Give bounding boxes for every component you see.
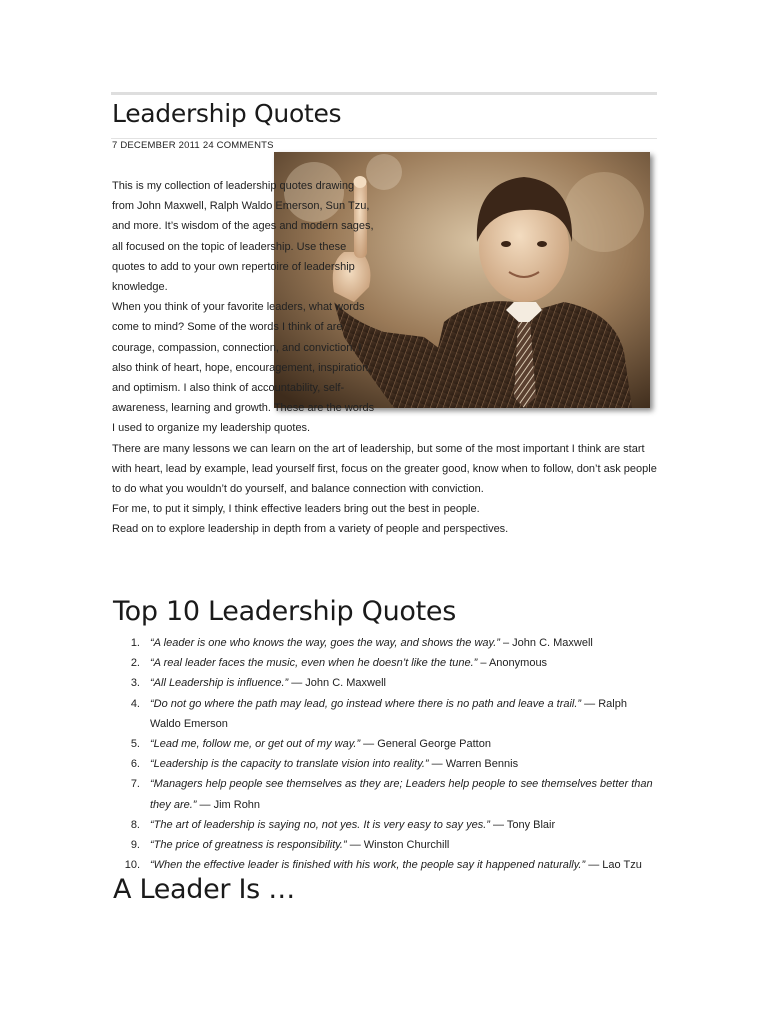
list-item <box>112 774 657 814</box>
quote-author: – John C. Maxwell <box>499 637 593 649</box>
quote-text: “Lead me, follow me, or get out of my way.” <box>150 738 361 751</box>
list-item <box>112 855 657 875</box>
quote-text: “The price of greatness is responsibility.” <box>150 839 347 852</box>
intro-paragraph: This is my collection of leadership quotes drawing from John Maxwell, Ralph Waldo Emerson, Sun Tzu, and more. It’s wisdom of the ages and modern sages, all focused on the topic of leadership. Use these quotes to add to your own repertoire of leadership knowledge. <box>112 180 374 294</box>
list-item <box>112 734 657 754</box>
list-item <box>112 815 657 835</box>
post-body <box>112 176 657 540</box>
list-item <box>112 694 657 734</box>
post-meta <box>112 140 274 151</box>
list-number: 2. <box>130 657 140 670</box>
quote-author: – Anonymous <box>477 657 548 670</box>
list-item <box>112 673 657 693</box>
section-heading-top10: Top 10 Leadership Quotes <box>113 596 457 627</box>
list-item <box>112 653 657 673</box>
list-number: 7. <box>130 778 140 791</box>
quote-author: — Jim Rohn <box>196 798 261 811</box>
list-item <box>112 835 657 855</box>
quote-text: “Do not go where the path may lead, go instead where there is no path and leave a trail.” <box>150 697 582 710</box>
quote-author: — Lao Tzu <box>585 859 642 872</box>
quote-author: — Winston Churchill <box>346 839 450 852</box>
quote-text: “When the effective leader is finished with his work, the people say it happened naturally.” <box>150 859 586 872</box>
top-divider <box>111 92 657 95</box>
photo-spacer <box>376 176 657 438</box>
list-number: 3. <box>130 677 140 690</box>
list-number: 9. <box>130 839 140 852</box>
intro-paragraph: When you think of your favorite leaders, what words come to mind? Some of the words I think of are courage, compassion, connection, and conviction. I also think of heart, hope, encouragement, inspiration, and optimism. I also think of accountability, self-awareness, learning and growth. These are the words I used to organize my leadership quotes. <box>112 301 375 435</box>
intro-paragraph: Read on to explore leadership in depth from a variety of people and perspectives. <box>112 523 509 536</box>
list-number: 8. <box>130 818 140 831</box>
quote-author: — Ralph Waldo Emerson <box>150 697 627 730</box>
post-comments-link[interactable]: 24 COMMENTS <box>202 140 274 151</box>
list-item <box>112 633 657 653</box>
quote-author: — Warren Bennis <box>428 758 519 771</box>
list-number: 1. <box>130 637 140 649</box>
list-item <box>112 754 657 774</box>
quote-text: “All Leadership is influence.” <box>150 677 289 690</box>
intro-paragraph: There are many lessons we can learn on the art of leadership, but some of the most important I think are start with heart, lead by example, lead yourself first, focus on the greater good, know when to follow, don’t ask people to do what you wouldn’t do yourself, and balance connection with conviction. <box>112 442 657 496</box>
quote-text: “A real leader faces the music, even when he doesn’t like the tune.” <box>150 657 478 670</box>
post-title[interactable]: Leadership Quotes <box>112 99 342 128</box>
list-number: 4. <box>130 697 140 710</box>
quote-text: “Managers help people see themselves as they are; Leaders help people to see themselves better than they are.” <box>150 778 653 811</box>
quote-text: “The art of leadership is saying no, not yes. It is very easy to say yes.” <box>150 818 490 831</box>
list-number: 10. <box>124 859 140 872</box>
list-number: 5. <box>130 738 140 751</box>
quote-author: — General George Patton <box>360 738 491 751</box>
quote-author: — Tony Blair <box>489 818 556 831</box>
quote-text: “A leader is one who knows the way, goes the way, and shows the way.” <box>150 637 500 649</box>
intro-paragraph: For me, to put it simply, I think effective leaders bring out the best in people. <box>112 503 480 516</box>
section-heading-a-leader-is: A Leader Is … <box>113 874 295 905</box>
quotes-list <box>112 633 657 875</box>
quote-author: — John C. Maxwell <box>288 677 386 690</box>
post-date[interactable]: 7 DECEMBER 2011 <box>112 140 200 151</box>
list-number: 6. <box>130 758 140 771</box>
title-divider <box>111 138 657 139</box>
quote-text: “Leadership is the capacity to translate vision into reality.” <box>150 758 429 771</box>
